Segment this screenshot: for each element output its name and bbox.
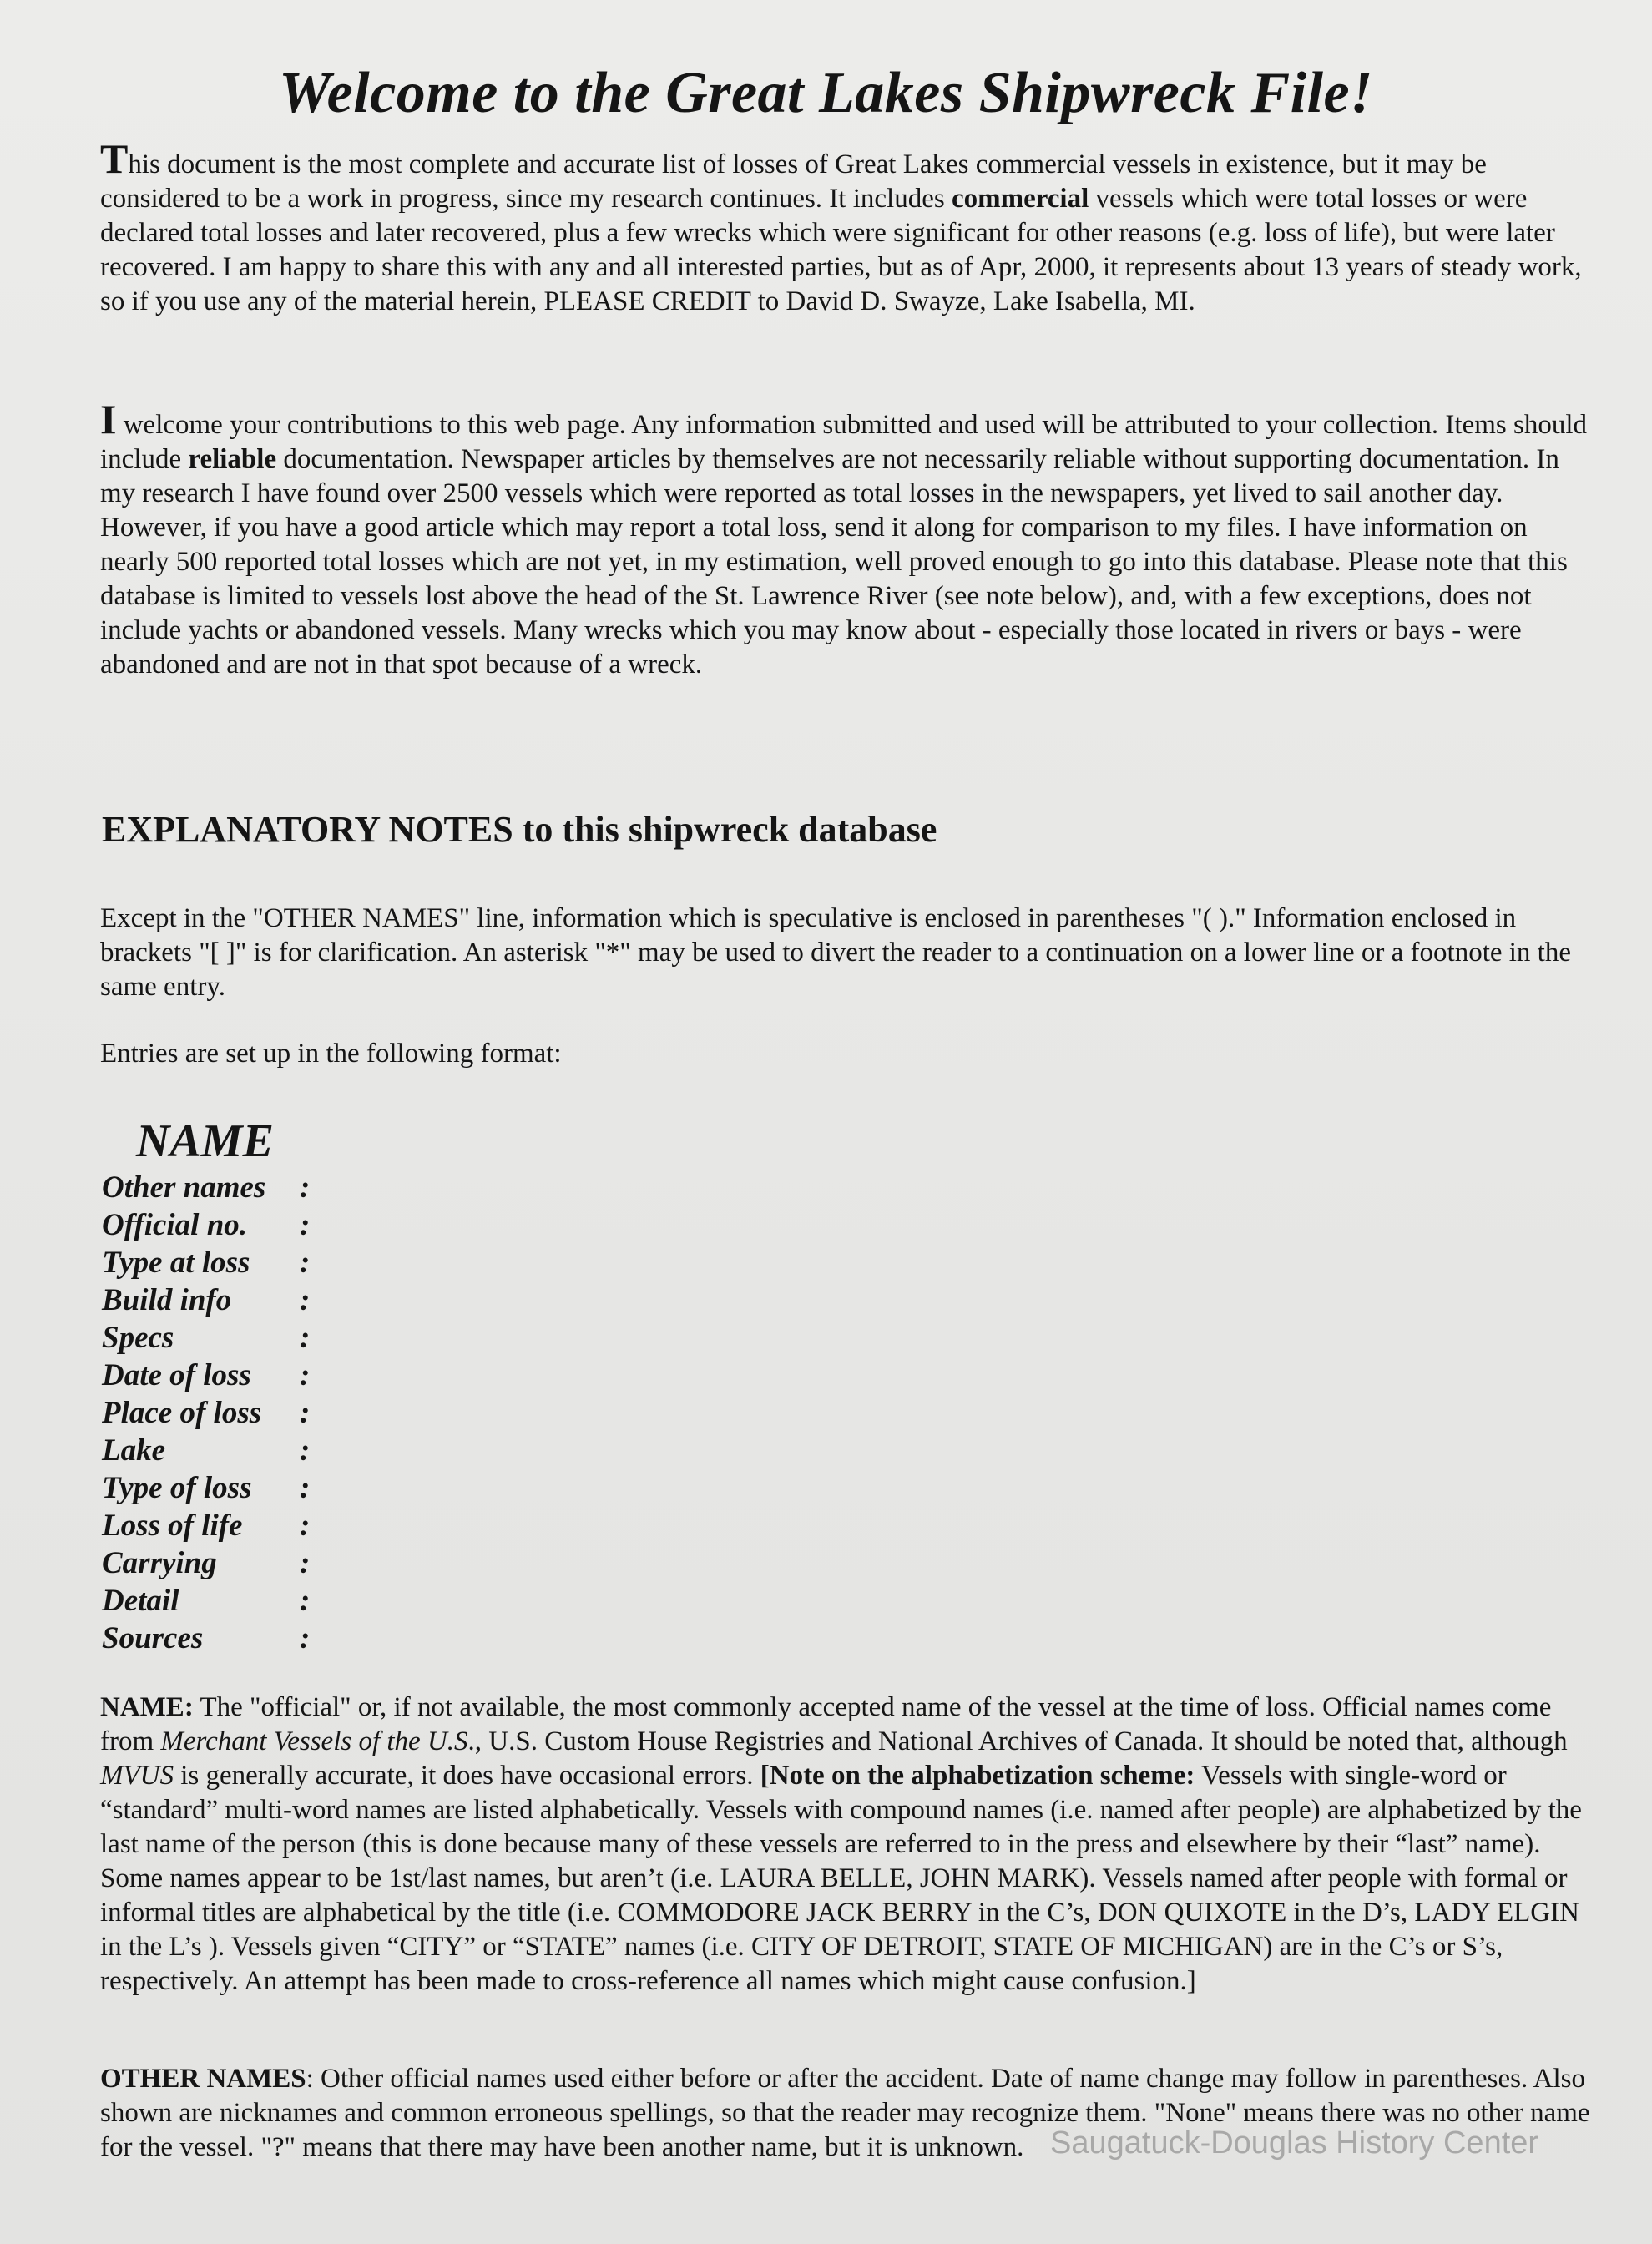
format-field: Loss of life : — [102, 1509, 311, 1543]
format-field: Place of loss : — [102, 1396, 311, 1430]
entries-intro: Entries are set up in the following format: — [100, 1039, 562, 1069]
watermark: Saugatuck-Douglas History Center — [1050, 2125, 1539, 2161]
format-field: Other names : — [102, 1170, 311, 1205]
name-note-paragraph: NAME: The "official" or, if not available, the most commonly accepted name of the vessel at the time of loss. Official names come from Merchant Vessels of the U.S., U.S. Custom House Registries and National Archives of Canada. It should be noted that, although MVUS is generally accurate, it does have occasional errors. [Note on the alphabetization scheme: Vessels with single-word or “standard” multi-word names are listed alphabetically. Vessels with compound names (i.e. named after people) are alphabetized by the last name of the person (this is done because many of these vessels are referred to in the press and elsewhere by their “last” name). Some names appear to be 1st/last names, but aren’t (i.e. LAURA BELLE, JOHN MARK). Vessels named after people with formal or informal titles are alphabetical by the title (i.e. COMMODORE JACK BERRY in the C’s, DON QUIXOTE in the D’s, LADY ELGIN in the L’s ). Vessels given “CITY” or “STATE” names (i.e. CITY OF DETROIT, STATE OF MICHIGAN) are in the C’s or S’s, respectively. An attempt has been made to cross-reference all names which might cause confusion.] — [100, 1692, 1582, 1996]
notes-paragraph: Except in the "OTHER NAMES" line, information which is speculative is enclosed in parentheses "( )." Information enclosed in brackets "[ ]" is for clarification. An asterisk "*" may be used to divert the reader to a continuation on a lower line or a footnote in the same entry. — [100, 903, 1571, 1002]
page-title: Welcome to the Great Lakes Shipwreck File! — [279, 61, 1373, 125]
italic-mvus-title: Merchant Vessels of the U.S — [160, 1726, 468, 1756]
section-heading: EXPLANATORY NOTES to this shipwreck database — [102, 809, 937, 850]
format-field: Sources : — [102, 1621, 311, 1655]
intro-bold-commercial: commercial — [951, 184, 1089, 214]
format-field: Official no. : — [102, 1208, 311, 1242]
contrib-text-2: documentation. Newspaper articles by themselves are not necessarily reliable without supporting documentation. In my research I have found over 2500 vessels which were reported as total losses in the newspapers, yet lived to sail another day. However, if you have a good article which may report a total loss, send it along for comparison to my files. I have information on nearly 500 reported total losses which are not yet, in my estimation, well proved enough to go into this database. Please note that this database is limited to vessels lost above the head of the St. Lawrence River (see note below), and, with a few exceptions, does not include yachts or abandoned vessels. Many wrecks which you may know about - especially those located in rivers or bays - were abandoned and are not in that spot because of a wreck. — [100, 444, 1568, 680]
format-name-label: NAME — [136, 1115, 274, 1167]
intro-text-1: his document is the most complete and accurate list of losses of Great Lakes commercial vessels in existence, but it may be considered to be a work in progress, since my research continues. It includes — [100, 149, 1487, 214]
contributions-paragraph — [100, 396, 1594, 682]
format-field: Build info : — [102, 1283, 311, 1317]
intro-text-2: vessels which were total losses or were declared total losses and later recovered, plus a few wrecks which were significant for other reasons (e.g. loss of life), but were later recovered. I am happy to share this with any and all interested parties, but as of Apr, 2000, it represents about 13 years of steady work, so if you use any of the material herein, PLEASE CREDIT to David D. Swayze, Lake Isabella, MI. — [100, 184, 1582, 316]
italic-mvus: MVUS — [100, 1761, 174, 1791]
format-field: Lake : — [102, 1433, 311, 1468]
format-field: Type at loss : — [102, 1246, 311, 1280]
format-field: Specs : — [102, 1321, 311, 1355]
format-field: Carrying : — [102, 1546, 311, 1580]
format-field: Type of loss : — [102, 1471, 311, 1505]
alphabetization-note-label: [Note on the alphabetization scheme: — [760, 1761, 1195, 1791]
contrib-bold-reliable: reliable — [188, 444, 277, 474]
format-field: Date of loss : — [102, 1358, 311, 1392]
other-names-note-paragraph: OTHER NAMES: Other official names used either before or after the accident. Date of name change may follow in parentheses. Also shown are nicknames and common erroneous spellings, so that the reader may recognize them. "None" means there was no other name for the vessel. "?" means that there may have been another name, but it is unknown. — [100, 2064, 1590, 2162]
intro-paragraph — [100, 135, 1594, 319]
contrib-dropcap: I — [100, 396, 117, 442]
other-names-label: OTHER NAMES — [100, 2064, 306, 2094]
contrib-text-1: welcome your contributions to this web page. Any information submitted and used will be attributed to your collection. Items should include — [100, 410, 1587, 474]
intro-dropcap: T — [100, 135, 129, 182]
name-note-label: NAME: — [100, 1692, 194, 1722]
format-field: Detail : — [102, 1584, 311, 1618]
format-field-list — [102, 1169, 336, 1657]
